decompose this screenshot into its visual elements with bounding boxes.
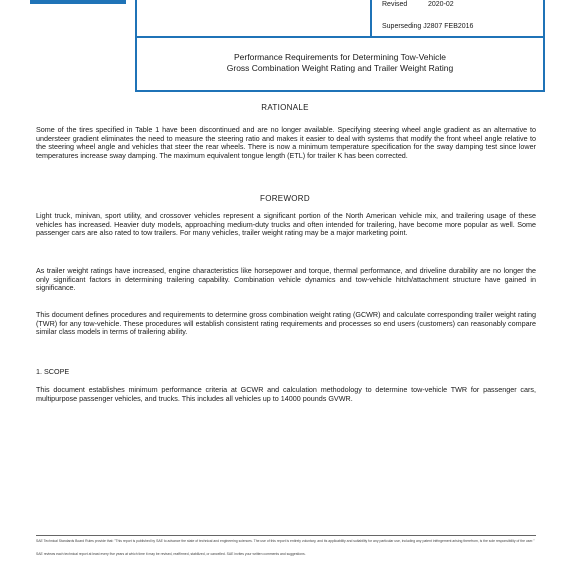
foreword-paragraph-1: Light truck, minivan, sport utility, and crossover vehicles represent a significant portion of the North American vehicle mix, and trailering usage of these vehicles has increased. Heavier duty models, approaching medium-duty trucks and often intended for trailering, have become more popular as well. Some passenger cars are also rated to tow trailers. For many vehicles, trailer weight rating may be a major marketing point.: [36, 211, 536, 238]
footer-rules-text: SAE Technical Standards Board Rules provide that: "This report is published by SAE to advance the state of technical and engineering sciences. The use of this report is entirely voluntary, and its applicability and suitability for any particular use, including any patent infringement arising therefrom, is the sole responsibility of the user.": [36, 539, 535, 543]
revised-row: [382, 1, 454, 8]
publisher-logo-strip: [30, 0, 126, 4]
foreword-paragraph-2: As trailer weight ratings have increased, engine characteristics like horsepower and torque, thermal performance, and driveline durability are no longer the only significant factors in determining trailering capability. Combination vehicle dynamics and tow-vehicle hitch/attachment structure have gained in significance.: [36, 266, 536, 293]
header-divider: [137, 36, 543, 38]
superseding-text: Superseding J2807 FEB2016: [382, 23, 474, 30]
title-line-1: Performance Requirements for Determining Tow-Vehicle: [234, 52, 446, 62]
rationale-text: Some of the tires specified in Table 1 have been discontinued and are no longer available. Specifying steering wheel angle gradient as an alternative to understeer gradient eliminates the need to measure the steering ratio and makes it easier to deal with systems that modify the front wheel angle relative to the steering wheel angle and vehicles that steer the rear wheels. There is now a minimum temperature specification for the sway damping test since lower temperatures increase sway damping. The maximum equivalent tongue length (ETL) for trailer K has been corrected.: [36, 125, 536, 160]
foreword-heading: FOREWORD: [260, 194, 310, 203]
footer-review-text: SAE reviews each technical report at least every five years at which time it may be revised, reaffirmed, stabilized, or cancelled. SAE invites your written comments and suggestions.: [36, 552, 306, 556]
title-line-2: Gross Combination Weight Rating and Trailer Weight Rating: [226, 63, 454, 73]
revised-label: Revised: [382, 1, 408, 8]
footer-divider: [36, 535, 536, 536]
header-left-cell: [137, 0, 372, 36]
rationale-heading: RATIONALE: [261, 103, 309, 112]
document-header: [135, 0, 545, 92]
scope-heading: 1. SCOPE: [36, 367, 70, 376]
revised-value: 2020-02: [428, 1, 454, 8]
scope-text: This document establishes minimum performance criteria at GCWR and calculation methodology to determine tow-vehicle TWR for passenger cars, multipurpose passenger vehicles, and trucks. This includes all vehicles up to 14000 pounds GVWR.: [36, 385, 536, 403]
document-title: [137, 52, 543, 74]
foreword-paragraph-3: This document defines procedures and requirements to determine gross combination weight rating (GCWR) and calculate corresponding trailer weight rating (TWR) for any tow-vehicle. These procedures will establish consistent rating requirements and processes so end users (customers) can reasonably compare similar class models in terms of trailering ability.: [36, 310, 536, 337]
